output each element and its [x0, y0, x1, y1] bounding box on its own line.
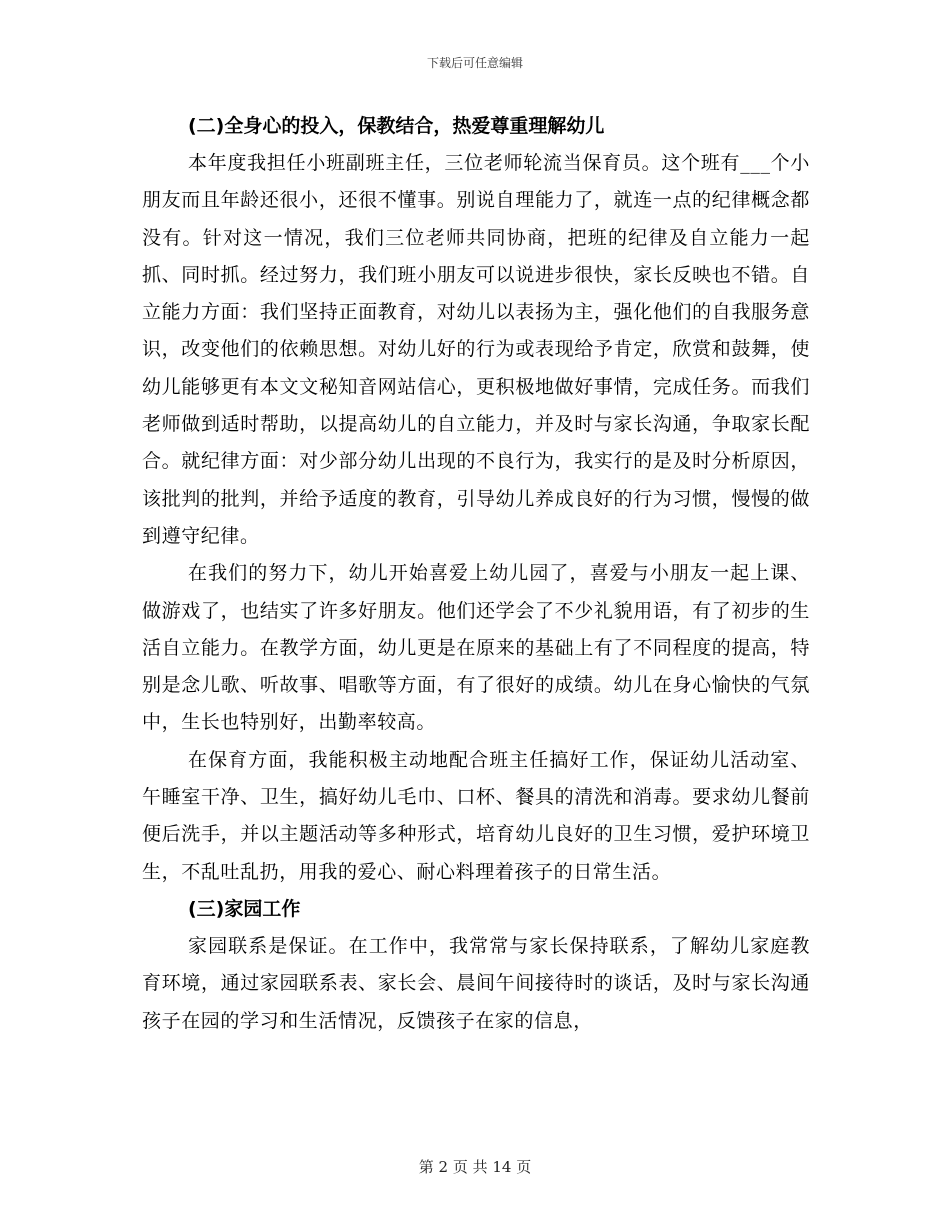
- paragraph: 家园联系是保证。在工作中，我常常与家长保持联系，了解幼儿家庭教育环境，通过家园联系表、家长会、晨间午间接待时的谈话，及时与家长沟通孩子在园的学习和生活情况，反馈孩子在家的信息，: [142, 934, 810, 1032]
- section-heading-2: (二)全身心的投入，保教结合，热爱尊重理解幼儿: [188, 115, 605, 137]
- paragraph: 在保育方面，我能积极主动地配合班主任搞好工作，保证幼儿活动室、午睡室干净、卫生，搞好幼儿毛巾、口杯、餐具的清洗和消毒。要求幼儿餐前便后洗手，并以主题活动等多种形式，培育幼儿良好的卫生习惯，爱护环境卫生，不乱吐乱扔，用我的爱心、耐心料理着孩子的日常生活。: [142, 748, 810, 883]
- page-number-footer: 第 2 页 共 14 页: [418, 1158, 532, 1176]
- paragraph: 本年度我担任小班副班主任，三位老师轮流当保育员。这个班有___个小朋友而且年龄还很小，还很不懂事。别说自理能力了，就连一点的纪律概念都没有。针对这一情况，我们三位老师共同协商，把班的纪律及自立能力一起抓、同时抓。经过努力，我们班小朋友可以说进步很快，家长反映也不错。自立能力方面：我们坚持正面教育，对幼儿以表扬为主，强化他们的自我服务意识，改变他们的依赖思想。对幼儿好的行为或表现给予肯定，欣赏和鼓舞，使幼儿能够更有本文文秘知音网站信心，更积极地做好事情，完成任务。而我们老师做到适时帮助，以提高幼儿的自立能力，并及时与家长沟通，争取家长配合。就纪律方面：对少部分幼儿出现的不良行为，我实行的是及时分析原因，该批判的批判，并给予适度的教育，引导幼儿养成良好的行为习惯，慢慢的做到遵守纪律。: [142, 152, 810, 547]
- section-heading-3: (三)家园工作: [188, 897, 301, 920]
- paragraph: 在我们的努力下，幼儿开始喜爱上幼儿园了，喜爱与小朋友一起上课、做游戏了，也结实了许多好朋友。他们还学会了不少礼貌用语，有了初步的生活自立能力。在教学方面，幼儿更是在原来的基础上有了不同程度的提高，特别是念儿歌、听故事、唱歌等方面，有了很好的成绩。幼儿在身心愉快的气氛中，生长也特别好，出勤率较高。: [142, 562, 810, 734]
- top-banner: 下载后可任意编辑: [426, 56, 523, 70]
- document-body: [142, 108, 810, 1040]
